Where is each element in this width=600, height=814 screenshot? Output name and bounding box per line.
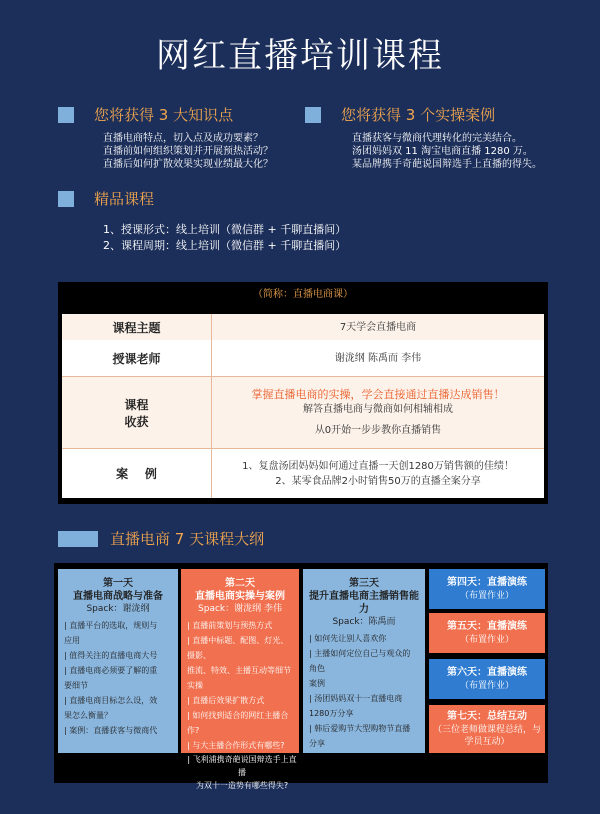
outline-item: | 直播电商必须要了解的重	[64, 666, 158, 675]
row-value	[212, 449, 544, 498]
outline-heading: 直播电商 7 天课程大纲	[110, 530, 265, 548]
row-label: 案 例	[62, 449, 212, 498]
day-note: 学员互动）	[464, 737, 510, 747]
outline-item: | 直播后效果扩散方式	[187, 696, 265, 705]
outline-item: 角色	[309, 664, 325, 673]
outline-panel	[54, 563, 548, 790]
case-line: 1、复盘汤团妈妈如何通过直播一天创1280万销售额的佳绩！	[242, 460, 514, 472]
gains-label-2: 收获	[124, 414, 149, 429]
outline-item: 要细节	[64, 681, 88, 690]
day-2-card	[181, 569, 299, 753]
day-speaker: Spack：陈禹而	[332, 617, 396, 627]
day-note: （布置作业）	[459, 635, 514, 645]
row-value	[212, 377, 544, 448]
row-label	[62, 377, 212, 448]
cases-list	[352, 132, 542, 171]
outline-item: 为双十一造势有哪些得失?	[195, 781, 289, 790]
outline-item: 应用	[64, 636, 80, 645]
knowledge-line: 直播后如何扩散效果实现业绩最大化？	[103, 159, 273, 170]
day-subtitle: 直播电商战略与准备	[73, 591, 163, 602]
outline-item: | 韩后爱购节大型购物节直播	[309, 724, 411, 733]
row-value	[212, 340, 544, 376]
day-subtitle: 直播电商实操与案例	[195, 591, 285, 602]
day-note: （布置作业）	[459, 591, 514, 601]
outline-item	[309, 751, 419, 753]
square-bullet-icon	[58, 191, 74, 207]
knowledge-header	[58, 104, 233, 125]
row-label: 授课老师	[62, 340, 212, 376]
cases-header	[305, 104, 495, 125]
square-bullet-icon	[58, 107, 74, 123]
outline-item: | 值得关注的直播电商大号	[64, 651, 158, 660]
row-label: 课程主题	[62, 314, 212, 340]
outline-item: | 直播平台的选取，规则与	[64, 621, 158, 630]
course-header	[58, 188, 154, 209]
day-5-card	[429, 613, 545, 653]
day-title: 第三天	[349, 578, 379, 589]
day-speaker: Spack：谢泷纲 李伟	[198, 604, 282, 614]
outline-item: | 与大主播合作形式有哪些?	[187, 741, 285, 750]
day-title: 第六天：直播演练	[447, 667, 527, 678]
day-title: 第五天：直播演练	[447, 621, 527, 632]
day-3-card	[303, 569, 425, 753]
course-info-card	[58, 282, 548, 504]
day-speaker: Spack：谢泷纲	[86, 604, 150, 614]
row-topic	[62, 314, 544, 340]
day-title: 第四天：直播演练	[447, 577, 527, 588]
day-2-overflow-text	[185, 753, 299, 792]
square-bullet-icon	[305, 107, 321, 123]
gains-line: 解答直播电商与微商如何相辅相成	[303, 404, 453, 415]
gains-highlight: 掌握直播电商的实操，学会直接通过直播达成销售！	[251, 388, 505, 401]
day-6-card	[429, 659, 545, 699]
teacher-value: 谢泷纲 陈禹而 李伟	[334, 352, 422, 364]
course-line: 2、课程周期：线上培训（微信群 + 千聊直播间）	[103, 239, 347, 252]
row-teacher	[62, 340, 544, 376]
day-4-card	[429, 569, 545, 609]
outline-item: 实操	[187, 681, 203, 690]
topic-value: 7天学会直播电商	[339, 321, 417, 333]
day-note: （三位老师做课程总结，与	[432, 725, 541, 735]
day-7-card	[429, 705, 545, 753]
cases-heading: 您将获得 3 个实操案例	[341, 106, 496, 124]
outline-item: | 直播中标题、配图、灯光、摄影、	[187, 636, 289, 660]
outline-item: 推流、特效、主播互动等细节	[187, 666, 291, 675]
card-caption: （简称：直播电商课）	[253, 289, 353, 300]
cases-line: 直播获客与微商代理转化的完美结合。	[352, 133, 522, 144]
day-1-card	[58, 569, 178, 753]
cases-line: 某品牌携手奇葩说国辩选手上直播的得失。	[352, 159, 542, 170]
bar-bullet-icon	[58, 531, 98, 547]
row-gains	[62, 376, 544, 448]
knowledge-line: 直播前如何组织策划并开展预热活动？	[103, 146, 273, 157]
case-line: 2、某零食品牌2小时销售50万的直播全案分享	[275, 475, 481, 487]
day-title: 第一天	[103, 578, 133, 589]
row-value	[212, 314, 544, 340]
outline-item: | 如何先让别人喜欢你	[309, 634, 387, 643]
outline-header	[58, 528, 264, 549]
knowledge-list	[103, 132, 273, 171]
outline-item: | 飞利浦携奇葩说国辩选手上直播	[187, 755, 297, 777]
outline-item: 1280万分享	[309, 709, 354, 718]
course-line: 1、授课形式：线上培训（微信群 + 千聊直播间）	[103, 223, 347, 236]
outline-item: 分享	[309, 739, 325, 748]
row-cases	[62, 448, 544, 498]
outline-item: | 直播前策划与预热方式	[187, 621, 273, 630]
day-title: 第七天：总结互动	[447, 711, 527, 722]
gains-line: 从0开始一步步教你直播销售	[314, 425, 442, 436]
day-subtitle: 提升直播电商主播销售能力	[309, 591, 419, 615]
cases-line: 汤团妈妈双 11 淘宝电商直播 1280 万。	[352, 146, 533, 157]
day-note: （布置作业）	[459, 681, 514, 691]
page-title: 网红直播培训课程	[156, 36, 444, 76]
outline-item: 案例	[309, 679, 325, 688]
outline-item: | 主播如何定位自己与观众的	[309, 649, 411, 658]
course-heading: 精品课程	[94, 190, 155, 208]
knowledge-heading: 您将获得 3 大知识点	[94, 106, 234, 124]
course-list	[103, 222, 346, 254]
day-title: 第二天	[225, 578, 255, 589]
outline-item: | 案例：直播获客与微商代	[64, 726, 158, 735]
knowledge-line: 直播电商特点，切入点及成功要素？	[103, 133, 263, 144]
outline-item: 果怎么衡量？	[64, 711, 112, 720]
outline-item: | 直播电商目标怎么设，效	[64, 696, 158, 705]
outline-item: | 汤团妈妈双十一直播电商	[309, 694, 403, 703]
outline-item: | 如何找到适合的网红主播合作?	[187, 711, 289, 735]
gains-label-1: 课程	[124, 397, 149, 412]
